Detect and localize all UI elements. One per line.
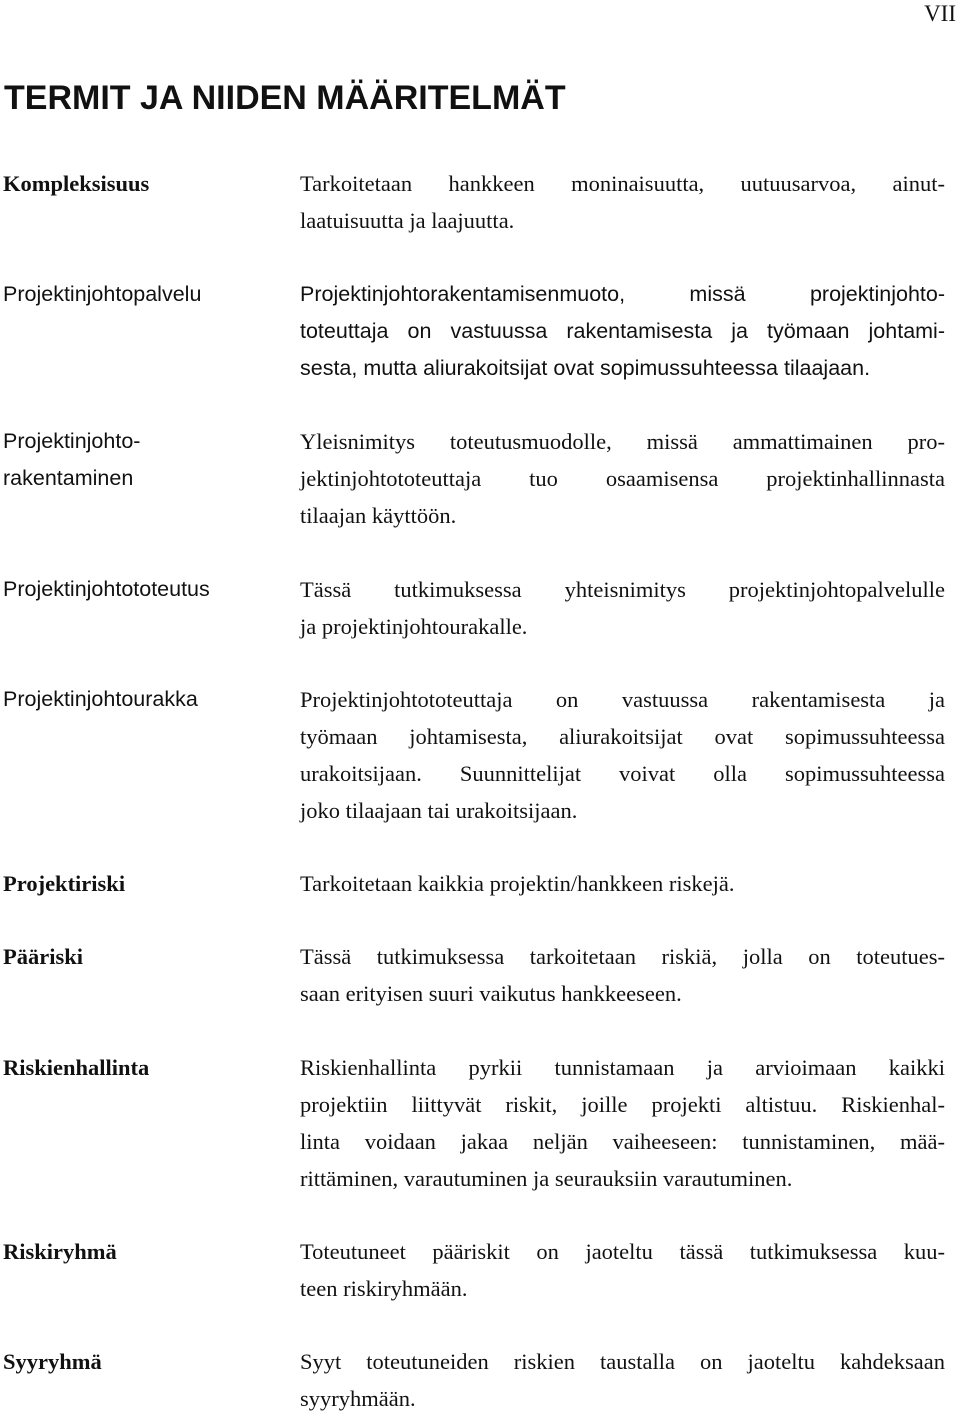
definition-line: Riskienhallinta pyrkii tunnistamaan ja arvioimaan kaikki bbox=[300, 1055, 945, 1080]
term-label bbox=[3, 938, 283, 975]
definition-line: urakoitsijaan. Suunnittelijat voivat olla sopimussuhteessa bbox=[300, 761, 945, 786]
term-definition bbox=[300, 681, 945, 829]
definition-line: toteuttaja on vastuussa rakentamisesta ja työmaan johtami- bbox=[300, 319, 945, 343]
term-label-line: Projektinjohtopalvelu bbox=[3, 282, 202, 306]
definition-line: rittäminen, varautuminen ja seurauksiin varautuminen. bbox=[300, 1166, 793, 1191]
page-title: TERMIT JA NIIDEN MÄÄRITELMÄT bbox=[4, 79, 566, 117]
definition-line: Tässä tutkimuksessa yhteisnimitys projektinjohtopalvelulle bbox=[300, 577, 945, 602]
term-label-line: Kompleksisuus bbox=[3, 171, 150, 196]
definition-line: laatuisuutta ja laajuutta. bbox=[300, 208, 515, 233]
term-label bbox=[3, 276, 283, 313]
term-definition bbox=[300, 571, 945, 645]
term-definition bbox=[300, 276, 945, 387]
term-label-line: Syyryhmä bbox=[3, 1349, 102, 1374]
term-definition bbox=[300, 165, 945, 239]
definition-line: linta voidaan jakaa neljän vaiheeseen: tunnistaminen, mää- bbox=[300, 1129, 945, 1154]
term-definition bbox=[300, 865, 945, 902]
term-label-line: Riskienhallinta bbox=[3, 1055, 150, 1080]
term-definition bbox=[300, 1233, 945, 1307]
term-label-line: Pääriski bbox=[3, 944, 84, 969]
term-label bbox=[3, 571, 283, 608]
term-label-line: Projektinjohto- bbox=[3, 429, 141, 453]
definition-line: joko tilaajaan tai urakoitsijaan. bbox=[300, 798, 578, 823]
term-label bbox=[3, 1233, 283, 1270]
term-label bbox=[3, 423, 283, 497]
definition-line: Tarkoitetaan kaikkia projektin/hankkeen riskejä. bbox=[300, 871, 735, 896]
definition-line: Projektinjohtototeuttaja on vastuussa rakentamisesta ja bbox=[300, 687, 945, 712]
definition-line: saan erityisen suuri vaikutus hankkeeseen. bbox=[300, 981, 682, 1006]
term-label bbox=[3, 165, 283, 202]
definition-line: projektiin liittyvät riskit, joille projekti altistuu. Riskienhal- bbox=[300, 1092, 945, 1117]
definition-line: ja projektinjohtourakalle. bbox=[300, 614, 528, 639]
term-definition bbox=[300, 1049, 945, 1197]
definition-line: tilaajan käyttöön. bbox=[300, 503, 457, 528]
definition-line: Projektinjohtorakentamisenmuoto, missä projektinjohto- bbox=[300, 282, 945, 306]
term-label bbox=[3, 681, 283, 718]
term-definition bbox=[300, 423, 945, 534]
definition-line: Tarkoitetaan hankkeen moninaisuutta, uutuusarvoa, ainut- bbox=[300, 171, 945, 196]
term-label-line: rakentaminen bbox=[3, 466, 134, 490]
term-label bbox=[3, 1049, 283, 1086]
definition-line: jektinjohtototeuttaja tuo osaamisensa projektinhallinnasta bbox=[300, 466, 945, 491]
term-label-line: Projektiriski bbox=[3, 871, 126, 896]
page-number: VII bbox=[924, 1, 956, 26]
definition-line: Toteutuneet pääriskit on jaoteltu tässä tutkimuksessa kuu- bbox=[300, 1239, 945, 1264]
definition-line: Tässä tutkimuksessa tarkoitetaan riskiä, jolla on toteutues- bbox=[300, 944, 945, 969]
definition-line: sesta, mutta aliurakoitsijat ovat sopimussuhteessa tilaajaan. bbox=[300, 356, 871, 380]
definition-line: syyryhmään. bbox=[300, 1386, 416, 1411]
term-label-line: Projektinjohtourakka bbox=[3, 687, 198, 711]
term-label-line: Projektinjohtototeutus bbox=[3, 577, 210, 601]
term-label bbox=[3, 865, 283, 902]
term-label bbox=[3, 1343, 283, 1380]
term-label-line: Riskiryhmä bbox=[3, 1239, 117, 1264]
definition-line: työmaan johtamisesta, aliurakoitsijat ovat sopimussuhteessa bbox=[300, 724, 945, 749]
term-definition bbox=[300, 938, 945, 1012]
term-definition bbox=[300, 1343, 945, 1417]
definition-line: teen riskiryhmään. bbox=[300, 1276, 468, 1301]
definition-line: Syyt toteutuneiden riskien taustalla on jaoteltu kahdeksaan bbox=[300, 1349, 945, 1374]
definition-line: Yleisnimitys toteutusmuodolle, missä ammattimainen pro- bbox=[300, 429, 945, 454]
